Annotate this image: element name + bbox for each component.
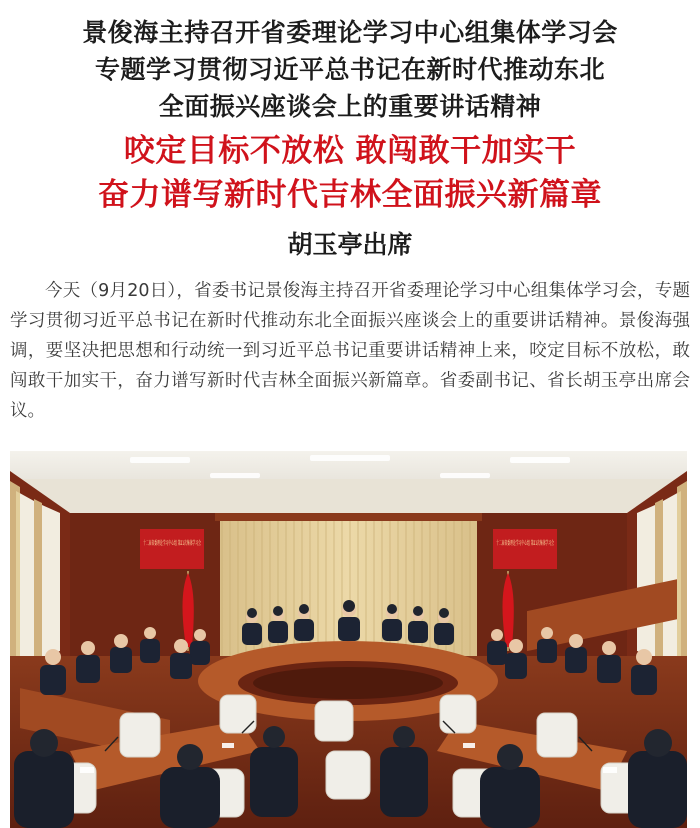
headline-block — [0, 14, 700, 263]
main-title-line-1: 咬定目标不放松 敢闯敢干加实干 — [123, 133, 577, 169]
attendee-line: 胡玉亭出席 — [287, 230, 413, 259]
banner-right-text — [496, 539, 554, 547]
main-title-line-2: 奋力谱写新时代吉林全面振兴新篇章 — [98, 177, 602, 213]
banner-left — [140, 529, 204, 569]
banner-left-text — [143, 539, 201, 547]
subtitle-line-1: 景俊海主持召开省委理论学习中心组集体学习会 — [82, 18, 618, 47]
meeting-photo — [10, 451, 687, 828]
article-paragraph: 今天（9月20日），省委书记景俊海主持召开省委理论学习中心组集体学习会，专题学习贯彻习近平总书记在新时代推动东北全面振兴座谈会上的重要讲话精神。景俊海强调，要坚决把思想和行动统一到习近平总书记重要讲话精神上来，咬定目标不放松，敢闯敢干加实干，奋力谱写新时代吉林全面振兴新篇章。省委副书记、省长胡玉亭出席会议。 — [10, 281, 690, 421]
curtain-valance — [215, 513, 482, 521]
subtitle-line-3: 全面振兴座谈会上的重要讲话精神 — [158, 92, 542, 121]
banner-right — [493, 529, 557, 569]
subtitle-line-2: 专题学习贯彻习近平总书记在新时代推动东北 — [94, 55, 605, 84]
